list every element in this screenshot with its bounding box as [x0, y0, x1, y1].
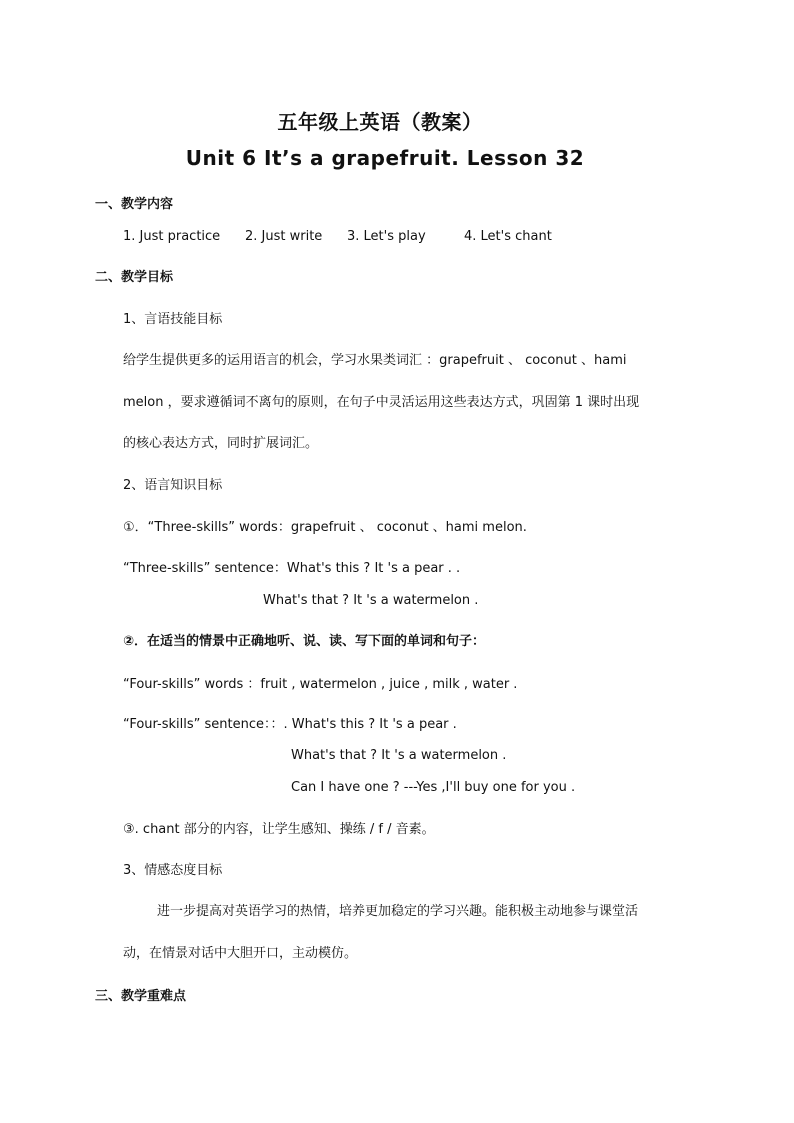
section-heading-content: 一、教学内容	[95, 197, 174, 212]
paragraph-line: 动，在情景对话中大胆开口，主动模仿。	[123, 946, 358, 961]
subsection-title: 1、言语技能目标	[123, 312, 223, 327]
objective-item: ②．在适当的情景中正确地听、说、读、写下面的单词和句子：	[123, 634, 486, 649]
sentence-line: What's that ? It 's a watermelon .	[291, 748, 507, 763]
paragraph-line: 进一步提高对英语学习的热情，培养更加稳定的学习兴趣。能积极主动地参与课堂活	[157, 904, 639, 919]
objective-item: ③. chant 部分的内容，让学生感知、操练 / f / 音素。	[123, 822, 435, 837]
sentence-line: What's that ? It 's a watermelon .	[263, 593, 479, 608]
section-heading-key-points: 三、教学重难点	[95, 989, 187, 1004]
sentence-line: “Three-skills” sentence：What's this ? It 's a pear . .	[123, 561, 461, 576]
sentence-line: Can I have one ? ---Yes ,I'll buy one for you .	[291, 780, 576, 795]
document-title: 五年级上英语（教案）	[277, 110, 483, 134]
content-item: 3. Let's play	[347, 229, 426, 244]
content-item: 1. Just practice	[123, 229, 221, 244]
sentence-line: “Four-skills” sentence：：. What's this ? It 's a pear .	[123, 717, 457, 732]
content-item: 2. Just write	[245, 229, 323, 244]
content-item: 4. Let's chant	[464, 229, 552, 244]
paragraph-line: melon ，要求遵循词不离句的原则，在句子中灵活运用这些表达方式，巩固第 1 课时出现	[123, 395, 640, 410]
subsection-title: 2、语言知识目标	[123, 478, 223, 493]
paragraph-line: 给学生提供更多的运用语言的机会，学习水果类词汇 ：grapefruit 、 coconut 、hami	[123, 353, 627, 368]
document-subtitle: Unit 6 It’s a grapefruit. Lesson 32	[185, 146, 585, 170]
section-heading-objectives: 二、教学目标	[95, 270, 174, 285]
subsection-title: 3、情感态度目标	[123, 863, 223, 878]
words-line: “Four-skills” words ：fruit , watermelon , juice , milk , water .	[123, 677, 518, 692]
objective-item: ①．“Three-skills” words：grapefruit 、 coconut 、hami melon.	[123, 520, 527, 535]
paragraph-line: 的核心表达方式，同时扩展词汇。	[123, 436, 319, 451]
